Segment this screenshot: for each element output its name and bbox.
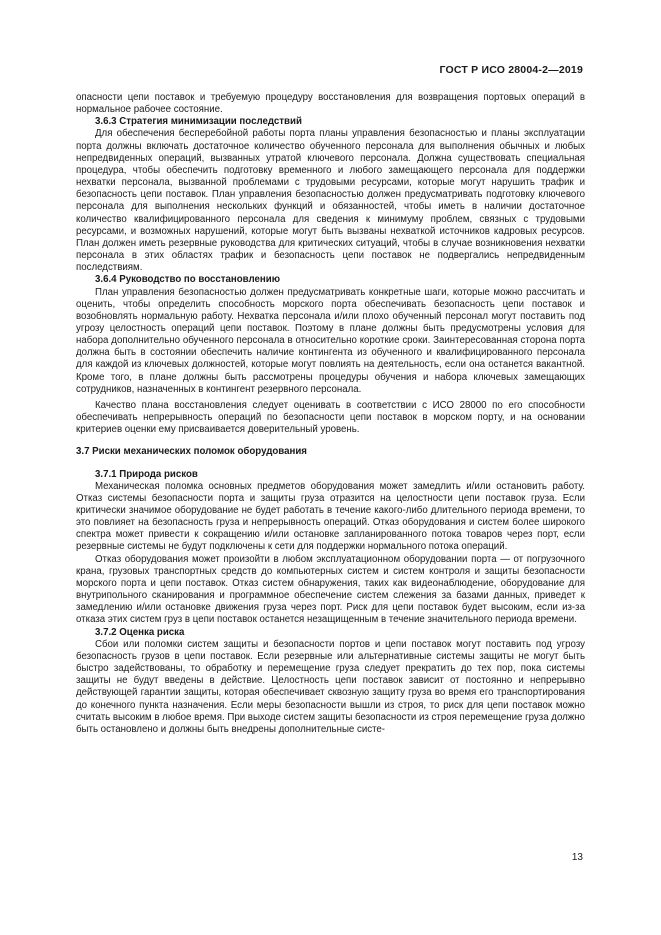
paragraph: Механическая поломка основных предметов оборудования может замедлить и/или остановить работу. Отказ системы безопасности порта и защиты груза отразится на целостности цепи поставок груза. Если критически значимое оборудование не будет работать в течение какого-либо длительного периода времени, то это повлияет на безопасность груза и непрерывность операций. Отказ оборудования и систем более широкого спектра может привести к сокращению и/или остановке запланированного потока товаров через порт, если резервные системы не будут подключены к сети для поддержки нормального потока операций.	[76, 480, 585, 553]
continued-paragraph: опасности цепи поставок и требуемую процедуру восстановления для возвращения портовых операций в нормальное рабочее состояние.	[76, 92, 585, 116]
document-code-header: ГОСТ Р ИСО 28004-2—2019	[439, 64, 583, 76]
paragraph: Отказ оборудования может произойти в любом эксплуатационном оборудовании порта — от погрузочного крана, грузовых транспортных средств до компьютерных систем и систем контроля и защиты безопасности морского порта и цепи поставок. Отказ систем обнаружения, таких как видеонаблюдение, оборудование для внутрипольного сканирования и программное обеспечение систем слежения за базами данных, приведет к замедлению и/или остановке движения груза через порт. Риск для цепи поставок будет высоким, если из-за отказа этих систем груз в цепи поставок останется незащищенным в течение значительного периода времени.	[76, 553, 585, 626]
subsection-heading-3-7-1: 3.7.1 Природа рисков	[95, 468, 198, 480]
page-number: 13	[571, 852, 583, 863]
paragraph: Качество плана восстановления следует оценивать в соответствии с ИСО 28000 по его способности обеспечивать непрерывность операций по безопасности цепи поставок в морском порту, и на основании критериев оценки ему присваивается доверительный уровень.	[76, 399, 585, 436]
paragraph: План управления безопасностью должен предусматривать конкретные шаги, которые можно рассчитать и оценить, чтобы определить способность морского порта обеспечивать безопасность цепи поставок и возобновлять нормальную работу. Нехватка персонала и/или плохо обученный персонал могут поставить под угрозу целостность операций цепи поставок. Поэтому в плане должны быть предусмотрены условия для набора дополнительно обученного персонала в относительно короткие сроки. Заинтересованная сторона порта должна быть в состоянии обеспечить наличие контингента из обученного и квалифицированного персонала для каждой из ключевых должностей, которые могут повлиять на деятельность, если она останется вакантной. Кроме того, в плане должны быть рассмотрены процедуры обучения и набора ключевых замещающих сотрудников, назначенных в контингент резервного персонала.	[76, 286, 585, 395]
subsection-heading-3-7-2: 3.7.2 Оценка риска	[95, 626, 185, 638]
section-heading-3-7: 3.7 Риски механических поломок оборудования	[76, 446, 307, 458]
paragraph: Для обеспечения бесперебойной работы порта планы управления безопасностью и планы эксплуатации порта должны включать достаточное количество обученного персонала для выполнения обычных и любых непредвиденных операций, вызванных утратой ключевого персонала. Должна существовать специальная процедура, чтобы обеспечить подготовку временного и любого замещающего персонала для поддержки нехватки персонала, вызванной проблемами с трудовыми ресурсами, которые могут нарушить трафик и безопасность цепи поставок. План управления безопасностью должен предусматривать подготовку ключевого персонала для выполнения нескольких функций и обязанностей, чтобы иметь в наличии достаточное количество квалифицированного персонала для сведения к минимуму проблем, связных с трудовыми ресурсами, и возможных нарушений, которые могут быть вызваны нехваткой источников кадровых ресурсов. План должен иметь резервные руководства для критических ситуаций, чтобы в случае возникновения нехватки персонала в этих областях трафик и безопасность цепи поставок не подвергались непредвиденным последствиям.	[76, 128, 585, 274]
subsection-heading-3-6-4: 3.6.4 Руководство по восстановлению	[95, 274, 281, 286]
subsection-heading-3-6-3: 3.6.3 Стратегия минимизации последствий	[95, 116, 302, 128]
page-body	[76, 92, 585, 736]
paragraph: Сбои или поломки систем защиты и безопасности портов и цепи поставок могут поставить под угрозу безопасность грузов в цепи поставок. Если резервные или альтернативные системы защиты не могут быть быстро задействованы, то обработку и перемещение груза следует прекратить до тех пор, пока системы защиты не будут введены в действие. Целостность цепи поставок зависит от постоянно и непрерывно действующей гарантии защиты, которая обеспечивает сквозную защиту груза во время его транспортирования до конечного пункта назначения. Если меры безопасности вышли из строя, то риск для цепи поставок можно считать высоким в любое время. При выходе систем защиты безопасности из строя перемещение груза должно быть остановлено и должны быть внедрены дополнительные систе-	[76, 638, 585, 735]
